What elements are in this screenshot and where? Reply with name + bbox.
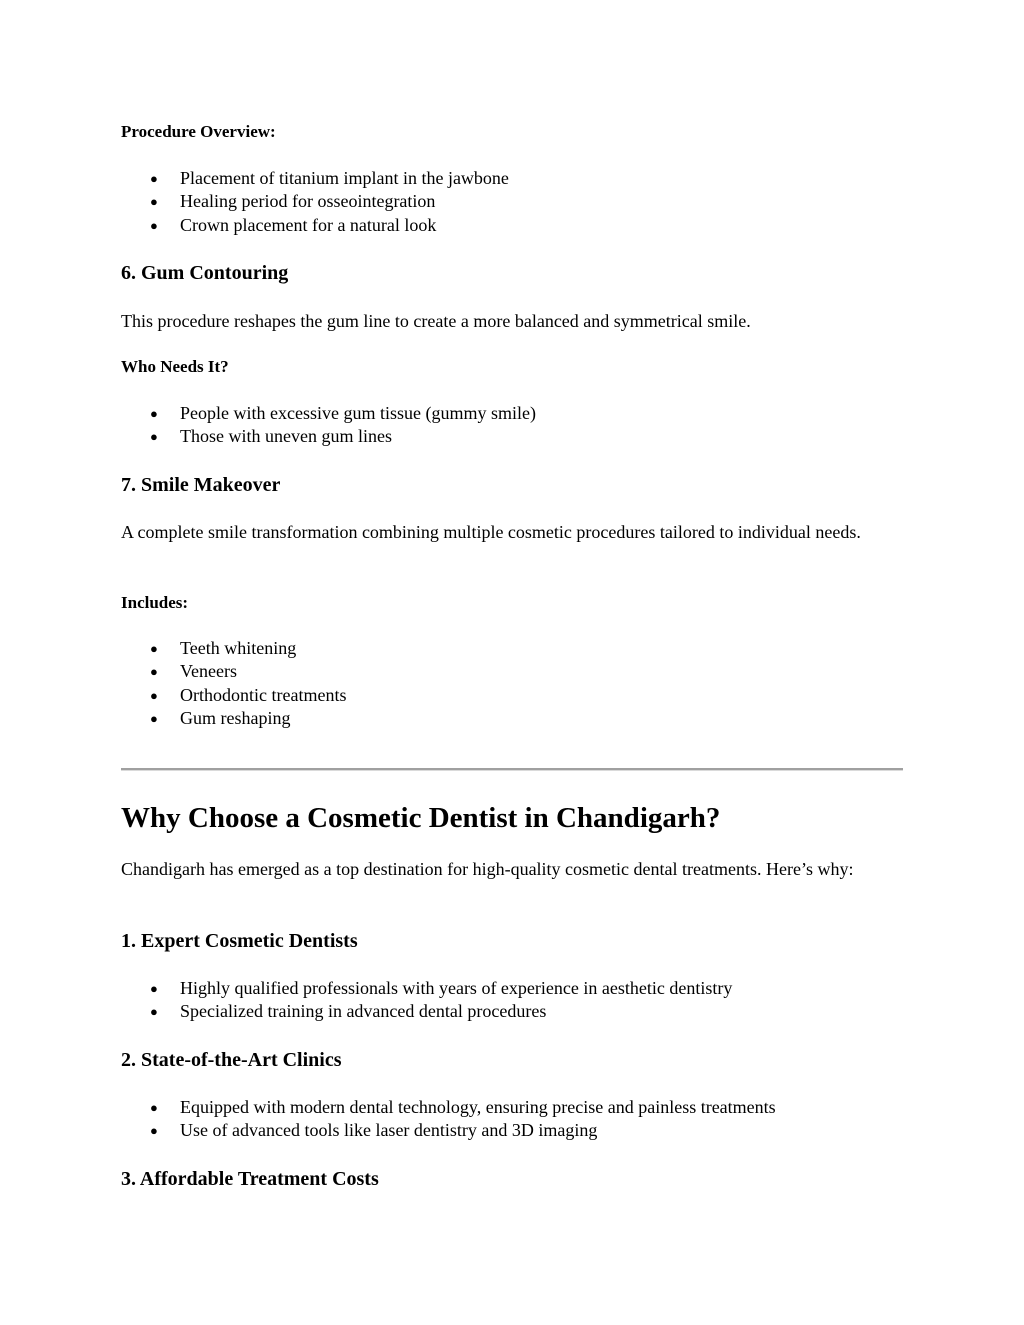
list-item-text: Highly qualified professionals with years of experience in aesthetic dentistry	[180, 978, 733, 998]
bullet-icon: ●	[150, 664, 158, 680]
list-item-text: Specialized training in advanced dental procedures	[180, 1001, 547, 1022]
bullet-icon: ●	[150, 710, 158, 726]
bullet-icon: ●	[150, 217, 158, 233]
bullet-icon: ●	[150, 687, 158, 703]
affordable-costs-heading: 3. Affordable Treatment Costs	[121, 1168, 379, 1190]
bullet-icon: ●	[150, 194, 158, 210]
gum-contouring-text: This procedure reshapes the gum line to create a more balanced and symmetrical smile.	[121, 311, 751, 331]
clinics-list	[121, 1096, 776, 1143]
list-item	[121, 1000, 732, 1023]
who-needs-it-label: Who Needs It?	[121, 357, 229, 376]
procedure-overview-label: Procedure Overview:	[121, 122, 276, 141]
list-item-text: Crown placement for a natural look	[180, 214, 437, 235]
bullet-icon: ●	[150, 1123, 158, 1139]
list-item-text: Teeth whitening	[180, 638, 297, 658]
list-item-text: Gum reshaping	[180, 707, 291, 728]
smile-makeover-heading: 7. Smile Makeover	[121, 474, 281, 496]
bullet-icon: ●	[150, 406, 158, 421]
who-needs-it-list	[121, 402, 536, 449]
list-item	[121, 1096, 776, 1119]
list-item	[121, 1119, 776, 1142]
bullet-icon: ●	[150, 981, 158, 996]
list-item-text: Healing period for osseointegration	[180, 191, 436, 212]
gum-contouring-heading: 6. Gum Contouring	[121, 262, 289, 284]
list-item	[121, 637, 346, 660]
why-choose-heading: Why Choose a Cosmetic Dentist in Chandigarh?	[121, 802, 721, 834]
list-item	[121, 190, 509, 213]
why-choose-intro: Chandigarh has emerged as a top destination for high-quality cosmetic dental treatments. Here’s why:	[121, 859, 854, 879]
bullet-icon: ●	[150, 641, 158, 656]
bullet-icon: ●	[150, 171, 158, 186]
bullet-icon: ●	[150, 429, 158, 445]
expert-dentists-heading: 1. Expert Cosmetic Dentists	[121, 930, 358, 952]
bullet-icon: ●	[150, 1004, 158, 1020]
list-item	[121, 425, 536, 448]
procedure-overview-list	[121, 167, 509, 237]
list-item-text: Orthodontic treatments	[180, 684, 347, 705]
list-item-text: Those with uneven gum lines	[180, 426, 392, 447]
bullet-icon: ●	[150, 1100, 158, 1115]
list-item	[121, 402, 536, 425]
list-item	[121, 707, 346, 730]
expert-dentists-list	[121, 977, 732, 1024]
list-item	[121, 977, 732, 1000]
list-item-text: People with excessive gum tissue (gummy smile)	[180, 403, 536, 423]
list-item	[121, 214, 509, 237]
list-item	[121, 660, 346, 683]
list-item	[121, 167, 509, 190]
horizontal-divider	[121, 768, 903, 771]
list-item-text: Use of advanced tools like laser dentistry and 3D imaging	[180, 1120, 598, 1141]
list-item-text: Placement of titanium implant in the jawbone	[180, 168, 509, 188]
includes-list	[121, 637, 346, 730]
list-item	[121, 684, 346, 707]
includes-label: Includes:	[121, 593, 189, 612]
list-item-text: Equipped with modern dental technology, ensuring precise and painless treatments	[180, 1097, 776, 1117]
list-item-text: Veneers	[180, 661, 237, 682]
smile-makeover-text: A complete smile transformation combining multiple cosmetic procedures tailored to individual needs.	[121, 522, 861, 542]
clinics-heading: 2. State-of-the-Art Clinics	[121, 1049, 342, 1071]
